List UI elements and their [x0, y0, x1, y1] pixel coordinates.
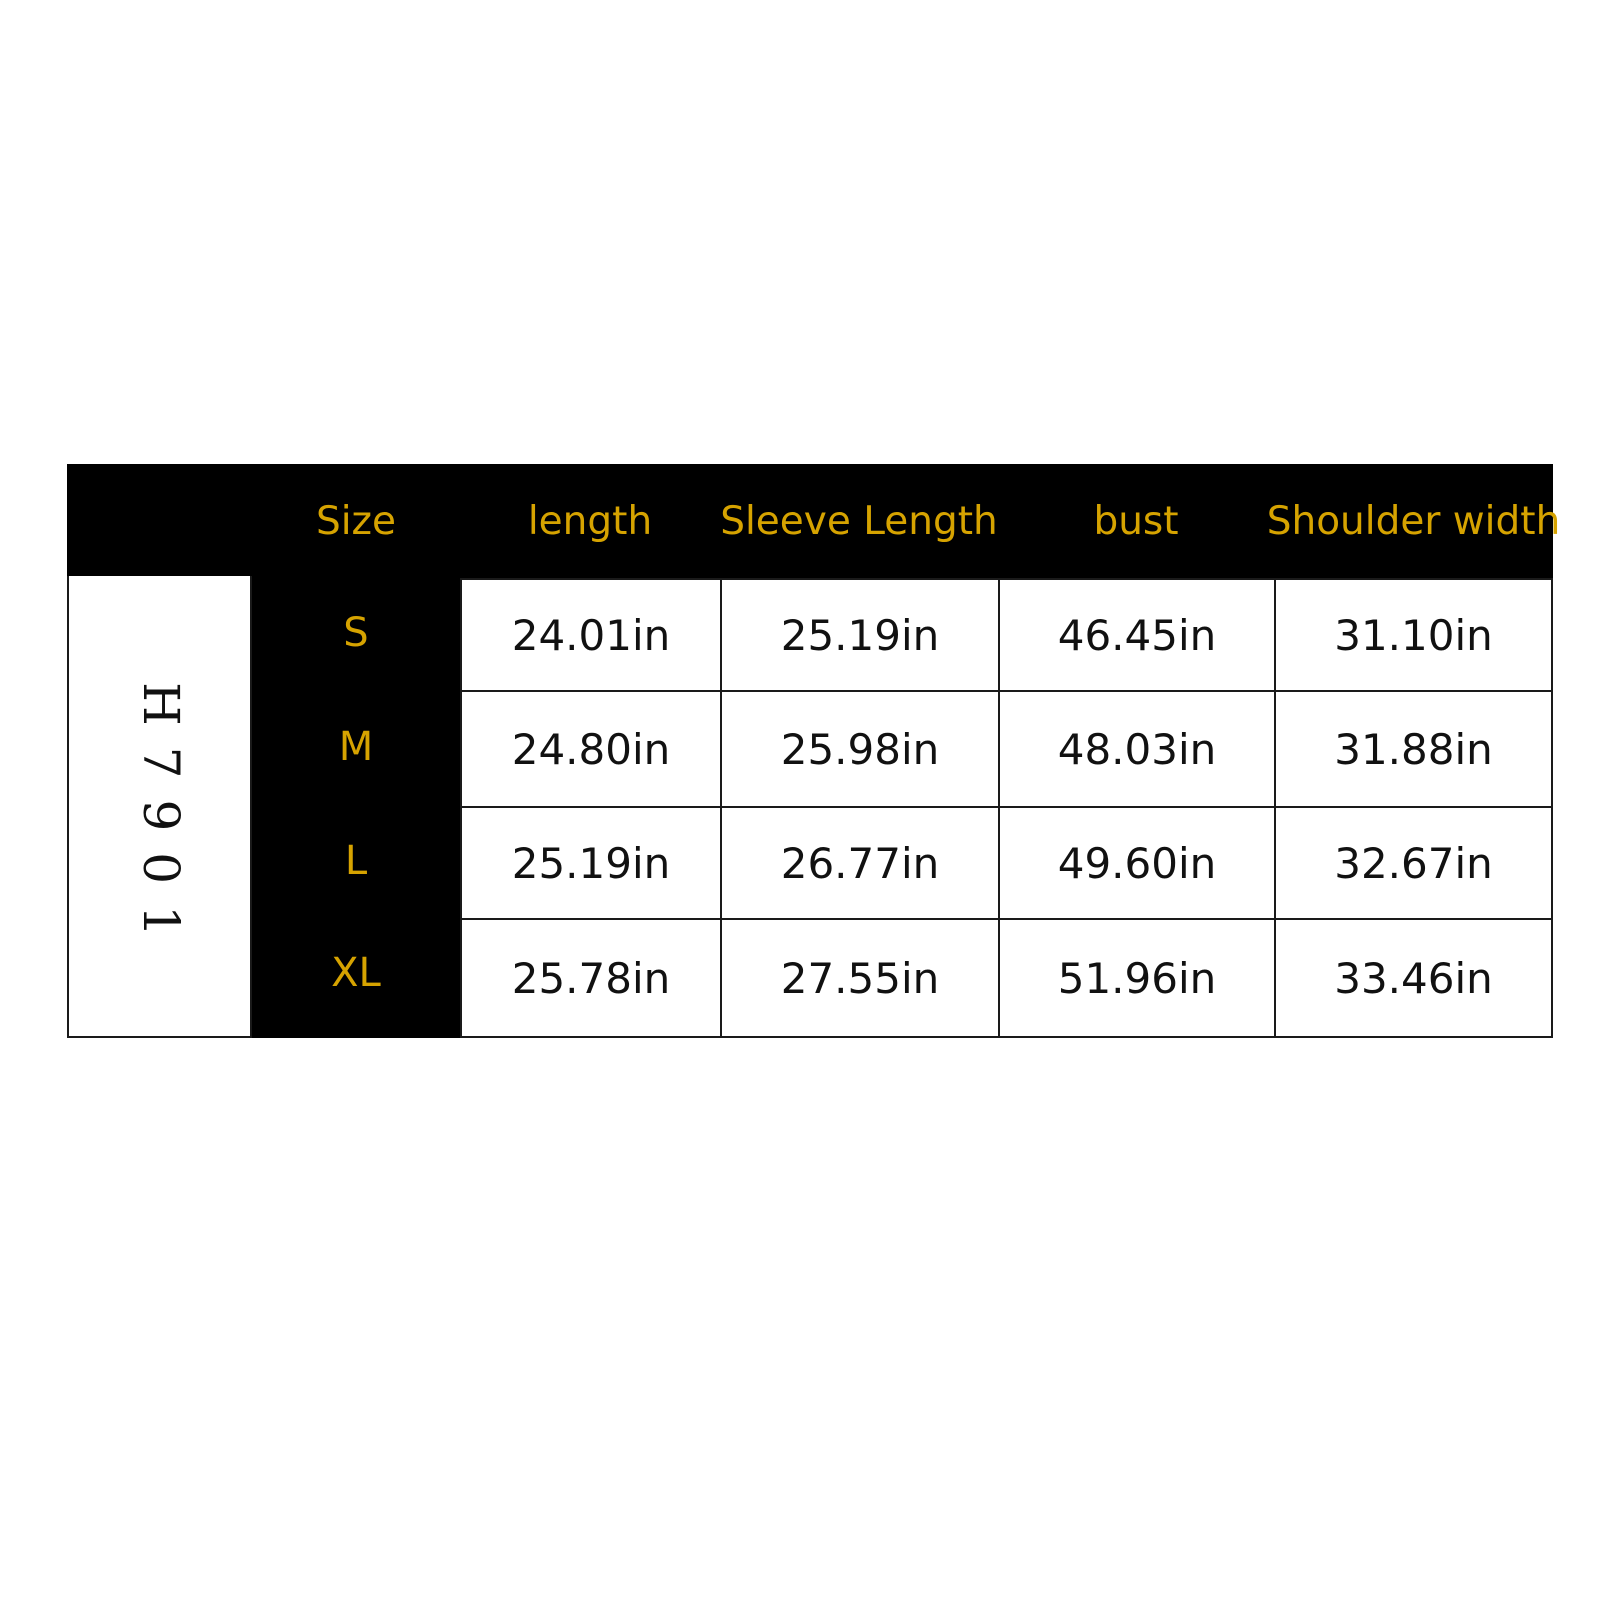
- size-column: [252, 576, 460, 1038]
- cell-m-length: 24.80in: [511, 724, 671, 774]
- product-code: H7901: [132, 682, 190, 958]
- product-code-panel: [67, 576, 252, 1038]
- cell-xl-shoulder-width: 33.46in: [1334, 953, 1493, 1003]
- size-label-l: L: [344, 838, 368, 884]
- size-label-m: M: [338, 724, 374, 770]
- cell-xl-length: 25.78in: [511, 953, 671, 1003]
- cell-l-shoulder-width: 32.67in: [1334, 838, 1493, 888]
- cell-s-sleeve-length: 25.19in: [780, 610, 940, 660]
- table-header-row: [67, 464, 1561, 578]
- cell-xl-sleeve-length: 27.55in: [780, 953, 940, 1003]
- cell-l-sleeve-length: 26.77in: [780, 838, 940, 888]
- size-label-xl: XL: [331, 950, 381, 996]
- size-label-s: S: [343, 610, 369, 656]
- cell-s-length: 24.01in: [511, 610, 671, 660]
- cell-m-shoulder-width: 31.88in: [1334, 724, 1493, 774]
- size-chart: [67, 464, 1561, 1038]
- header-shoulder-width: Shoulder width: [1266, 498, 1561, 544]
- cell-s-bust: 46.45in: [1057, 610, 1217, 660]
- cell-l-bust: 49.60in: [1057, 838, 1217, 888]
- cell-l-length: 25.19in: [511, 838, 671, 888]
- measurements-grid: [460, 578, 1553, 1038]
- header-bust: bust: [1093, 498, 1179, 544]
- header-sleeve-length: Sleeve Length: [720, 498, 998, 544]
- header-size: Size: [315, 498, 397, 544]
- cell-m-bust: 48.03in: [1057, 724, 1217, 774]
- cell-m-sleeve-length: 25.98in: [780, 724, 940, 774]
- cell-s-shoulder-width: 31.10in: [1334, 610, 1493, 660]
- header-length: length: [527, 498, 653, 544]
- cell-xl-bust: 51.96in: [1057, 953, 1217, 1003]
